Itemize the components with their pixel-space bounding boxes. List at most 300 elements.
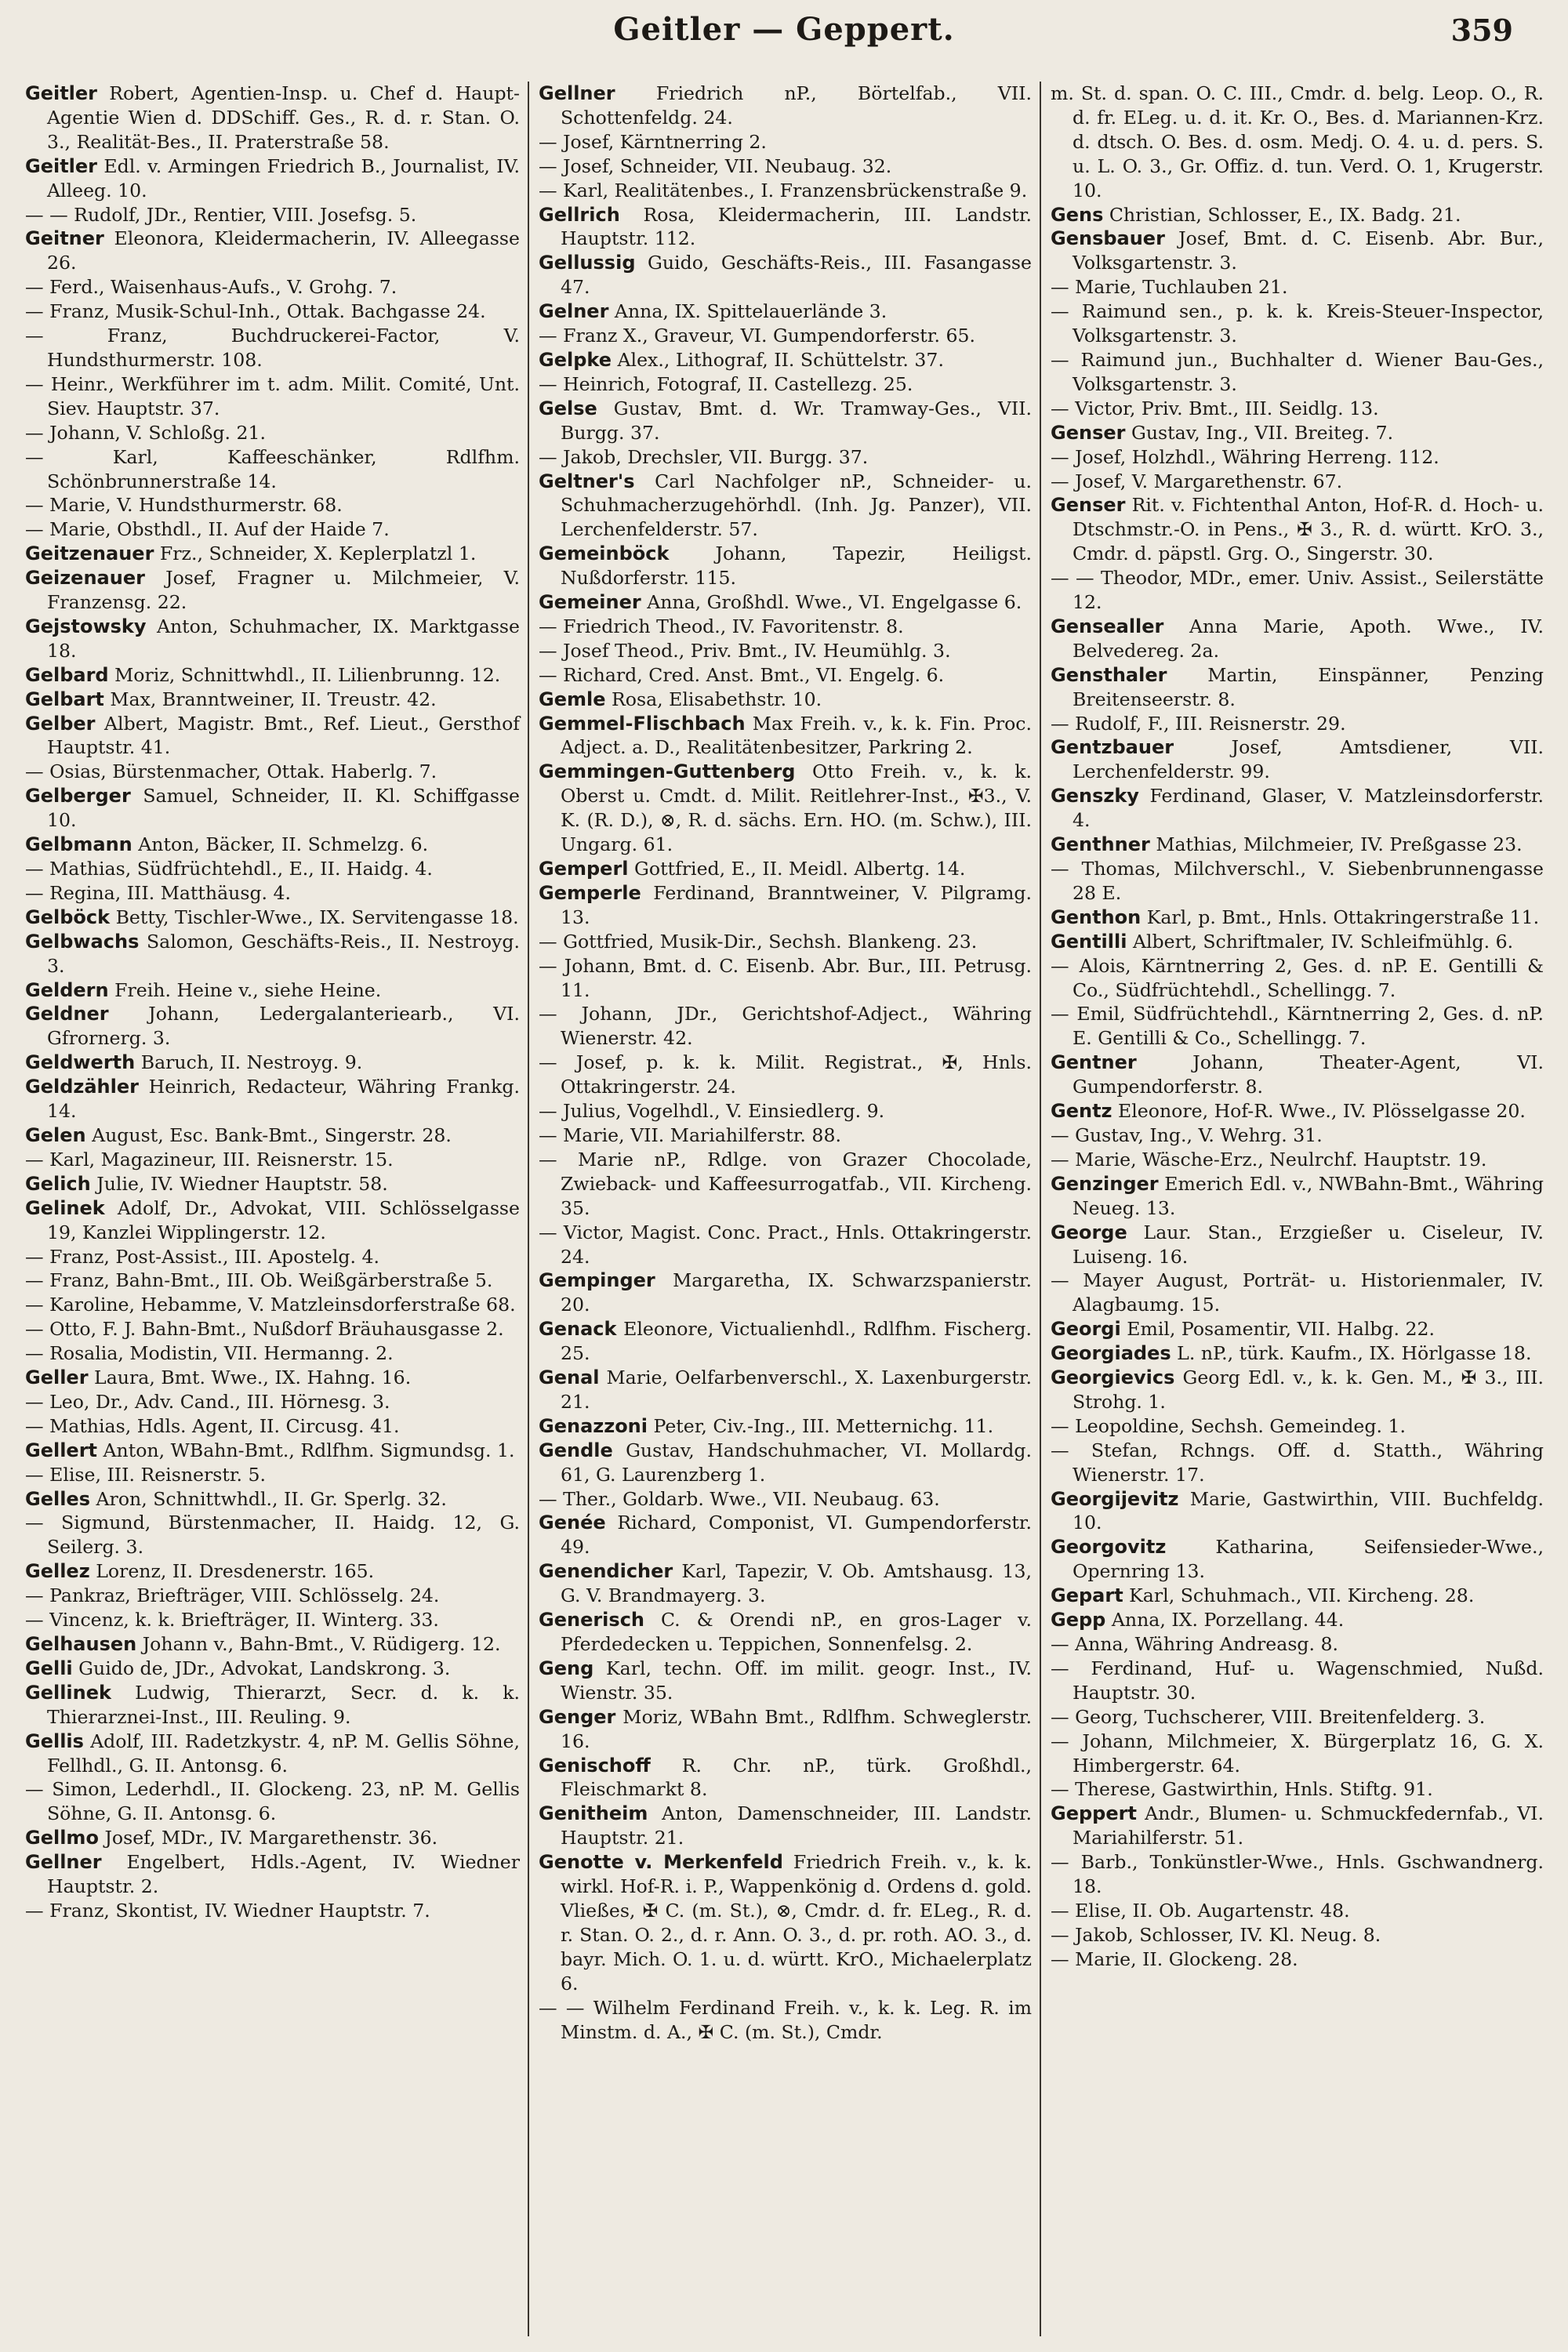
entry-surname: Georgi bbox=[1051, 1318, 1121, 1341]
entry-surname: Genazzoni bbox=[539, 1414, 648, 1437]
entry-details: Friedrich nP., Börtelfab., VII. Schottenfeldg. 24. bbox=[561, 82, 1032, 129]
directory-entry bbox=[25, 566, 520, 615]
entry-details: Johann, Ledergalanteriearb., VI. Gfrornerg. 3. bbox=[47, 1003, 520, 1050]
directory-entry bbox=[25, 1390, 520, 1414]
directory-entry bbox=[1051, 299, 1544, 348]
directory-entry bbox=[539, 1269, 1032, 1317]
entry-details: — Elise, III. Reisnerstr. 5. bbox=[25, 1463, 267, 1486]
directory-entry bbox=[1051, 82, 1544, 203]
directory-entry bbox=[1051, 227, 1544, 275]
entry-surname: Gemperl bbox=[539, 858, 629, 880]
entry-details: Laura, Bmt. Wwe., IX. Hahng. 16. bbox=[94, 1367, 412, 1389]
entry-details: — Marie, VII. Mariahilferstr. 88. bbox=[539, 1123, 841, 1146]
entry-details: — Karoline, Hebamme, V. Matzleinsdorferstraße 68. bbox=[25, 1294, 516, 1316]
entry-surname: Genischoff bbox=[539, 1754, 651, 1777]
entry-details: Max Freih. v., k. k. Fin. Proc. Adject. a. D., Realitätenbesitzer, Parkring 2. bbox=[561, 712, 1033, 759]
entry-details: Julie, IV. Wiedner Hauptstr. 58. bbox=[96, 1172, 388, 1195]
entry-details: Friedrich Freih. v., k. k. wirkl. Hof-R. i. P., Wappenkönig d. Ordens d. gold. Vließes, ✠ C. (m. St.), ⊗, Cmdr. d. fr. ELeg., R. d. r. Stan. O. 2., d. r. Ann. O. 3., d. pr. roth. AO. 3., d. bayr. Mich. O. 1. u. d. württ. KrO., Michaelerplatz 6. bbox=[561, 1851, 1033, 1994]
entry-details: — Josef, p. k. k. Milit. Registrat., ✠, Hnls. Ottakringerstr. 24. bbox=[539, 1051, 1032, 1098]
entry-details: Rit. v. Fichtenthal Anton, Hof-R. d. Hoch- u. Dtschmstr.-O. in Pens., ✠ 3., R. d. württ. KrO. 3., Cmdr. d. päpstl. Grg. O., Singerstr. 30. bbox=[1073, 494, 1544, 565]
directory-entry bbox=[539, 299, 1032, 324]
directory-entry bbox=[25, 857, 520, 881]
directory-entry bbox=[25, 1584, 520, 1608]
entry-details: L. nP., türk. Kaufm., IX. Hörlgasse 18. bbox=[1177, 1342, 1532, 1365]
directory-entry bbox=[25, 1002, 520, 1051]
directory-entry bbox=[539, 1559, 1032, 1608]
directory-entry bbox=[25, 1632, 520, 1657]
directory-entry bbox=[539, 857, 1032, 881]
entry-details: Guido de, JDr., Advokat, Landskrong. 3. bbox=[78, 1657, 451, 1679]
directory-entry bbox=[25, 227, 520, 275]
entry-surname: Gelen bbox=[25, 1123, 86, 1146]
directory-entry bbox=[25, 978, 520, 1003]
directory-entry bbox=[25, 1850, 520, 1899]
directory-entry bbox=[1051, 1317, 1544, 1341]
entry-surname: Gensthaler bbox=[1051, 663, 1167, 686]
entry-surname: Gempinger bbox=[539, 1269, 655, 1292]
entry-details: — Marie, Obsthdl., II. Auf der Haide 7. bbox=[25, 518, 390, 541]
directory-entry bbox=[539, 1439, 1032, 1487]
entry-details: Josef, Bmt. d. C. Eisenb. Abr. Bur., Volksgartenstr. 3. bbox=[1073, 227, 1544, 274]
entry-surname: Gellner bbox=[539, 82, 615, 104]
entry-surname: Genée bbox=[539, 1512, 606, 1534]
directory-entry bbox=[1051, 421, 1544, 445]
directory-entry bbox=[25, 1341, 520, 1366]
directory-entry bbox=[25, 299, 520, 324]
entry-surname: Georgievics bbox=[1051, 1367, 1175, 1389]
directory-entry bbox=[25, 1777, 520, 1826]
entry-details: — Franz, Post-Assist., III. Apostelg. 4. bbox=[25, 1245, 380, 1268]
directory-entry bbox=[25, 1196, 520, 1245]
entry-surname: Gemle bbox=[539, 688, 606, 710]
entry-details: — Rosalia, Modistin, VII. Hermanng. 2. bbox=[25, 1342, 394, 1365]
entry-surname: Gemperle bbox=[539, 881, 641, 904]
entry-details: Rosa, Elisabethstr. 10. bbox=[612, 688, 822, 710]
entry-surname: Geller bbox=[25, 1367, 89, 1389]
directory-entry bbox=[1051, 493, 1544, 566]
entry-details: — Johann, Bmt. d. C. Eisenb. Abr. Bur., III. Petrusg. 11. bbox=[539, 954, 1032, 1001]
entry-details: — Johann, Milchmeier, X. Bürgerplatz 16, G. X. Himbergerstr. 64. bbox=[1051, 1730, 1544, 1777]
directory-entry bbox=[1051, 1487, 1544, 1536]
entry-details: Johann v., Bahn-Bmt., V. Rüdigerg. 12. bbox=[142, 1633, 501, 1655]
entry-surname: Genthon bbox=[1051, 906, 1142, 928]
entry-details: — Jakob, Drechsler, VII. Burgg. 37. bbox=[539, 445, 869, 468]
entry-details: — Josef, Holzhdl., Währing Herreng. 112. bbox=[1051, 445, 1439, 468]
directory-entry bbox=[25, 930, 520, 978]
entry-surname: Gensealler bbox=[1051, 615, 1164, 637]
entry-surname: Genack bbox=[539, 1318, 617, 1341]
directory-entry bbox=[539, 348, 1032, 372]
entry-details: Engelbert, Hdls.-Agent, IV. Wiedner Hauptstr. 2. bbox=[47, 1851, 520, 1898]
entry-details: — Friedrich Theod., IV. Favoritenstr. 8. bbox=[539, 615, 904, 637]
entry-details: Richard, Componist, VI. Gumpendorferstr. 49. bbox=[561, 1512, 1032, 1559]
entry-details: — Josef, Schneider, VII. Neubaug. 32. bbox=[539, 154, 892, 177]
directory-entry bbox=[25, 615, 520, 663]
entry-details: Rosa, Kleidermacherin, III. Landstr. Hauptstr. 112. bbox=[561, 203, 1033, 250]
directory-entry bbox=[539, 1002, 1032, 1051]
entry-surname: Geizenauer bbox=[25, 567, 145, 590]
entry-surname: Gens bbox=[1051, 203, 1104, 226]
directory-entry bbox=[1051, 1899, 1544, 1923]
entry-details: — Leo, Dr., Adv. Cand., III. Hörnesg. 3. bbox=[25, 1390, 390, 1413]
entry-surname: Gentner bbox=[1051, 1051, 1137, 1074]
entry-details: Eleonora, Kleidermacherin, IV. Alleegasse 26. bbox=[47, 227, 520, 274]
directory-columns bbox=[16, 82, 1552, 2336]
entry-details: Katharina, Seifensieder-Wwe., Opernring 13. bbox=[1073, 1536, 1544, 1583]
directory-entry bbox=[1051, 663, 1544, 712]
directory-entry bbox=[25, 784, 520, 833]
entry-surname: Geitner bbox=[25, 227, 104, 250]
directory-entry bbox=[539, 1511, 1032, 1559]
entry-details: — Elise, II. Ob. Augartenstr. 48. bbox=[1051, 1899, 1350, 1922]
entry-surname: Genszky bbox=[1051, 785, 1139, 808]
entry-details: — Marie nP., Rdlge. von Grazer Chocolade, Zwieback- und Kaffeesurrogatfab., VII. Kircheng. 35. bbox=[539, 1148, 1032, 1219]
entry-details: — Gottfried, Musik-Dir., Sechsh. Blankeng. 23. bbox=[539, 930, 978, 953]
entry-surname: Gejstowsky bbox=[25, 615, 147, 637]
entry-details: Alex., Lithograf, II. Schüttelstr. 37. bbox=[617, 348, 944, 371]
entry-surname: Geldzähler bbox=[25, 1076, 139, 1098]
directory-entry bbox=[1051, 615, 1544, 663]
entry-surname: Geitler bbox=[25, 82, 98, 104]
entry-details: Josef, MDr., IV. Margarethenstr. 36. bbox=[104, 1827, 438, 1849]
directory-entry bbox=[25, 1123, 520, 1148]
directory-entry bbox=[539, 1705, 1032, 1754]
directory-entry bbox=[25, 1608, 520, 1632]
entry-details: — Osias, Bürstenmacher, Ottak. Haberlg. 7. bbox=[25, 760, 437, 783]
directory-entry bbox=[539, 154, 1032, 179]
entry-surname: Genendicher bbox=[539, 1560, 673, 1583]
directory-entry bbox=[1051, 954, 1544, 1003]
directory-entry bbox=[1051, 1632, 1544, 1657]
entry-details: Albert, Magistr. Bmt., Ref. Lieut., Gersthof Hauptstr. 41. bbox=[47, 712, 521, 759]
entry-surname: Geng bbox=[539, 1657, 594, 1679]
directory-entry bbox=[1051, 348, 1544, 397]
entry-details: R. Chr. nP., türk. Großhdl., Fleischmarkt 8. bbox=[561, 1754, 1033, 1801]
directory-entry bbox=[25, 712, 520, 760]
entry-details: — Leopoldine, Sechsh. Gemeindeg. 1. bbox=[1051, 1414, 1406, 1437]
entry-details: Emil, Posamentir, VII. Halbg. 22. bbox=[1127, 1318, 1436, 1341]
entry-details: — Richard, Cred. Anst. Bmt., VI. Engelg. 6. bbox=[539, 663, 945, 686]
directory-entry bbox=[1051, 1850, 1544, 1899]
entry-surname: Genzinger bbox=[1051, 1172, 1159, 1195]
entry-details: — Mathias, Südfrüchtehdl., E., II. Haidg. 4. bbox=[25, 858, 433, 880]
entry-details: Anna Marie, Apoth. Wwe., IV. Belvedereg. 2a. bbox=[1073, 615, 1544, 662]
directory-entry bbox=[25, 1245, 520, 1269]
directory-entry bbox=[539, 590, 1032, 615]
directory-entry bbox=[1051, 566, 1544, 615]
entry-details: Marie, Oelfarbenverschl., X. Laxenburgerstr. 21. bbox=[561, 1367, 1032, 1413]
directory-entry bbox=[25, 1293, 520, 1317]
entry-details: — Emil, Südfrüchtehdl., Kärntnerring 2, Ges. d. nP. E. Gentilli & Co., Schellingg. 7. bbox=[1051, 1003, 1544, 1050]
directory-entry bbox=[1051, 712, 1544, 736]
directory-entry bbox=[539, 1123, 1032, 1148]
entry-surname: Genser bbox=[1051, 494, 1126, 517]
entry-surname: Genthner bbox=[1051, 833, 1150, 856]
entry-details: — Franz X., Graveur, VI. Gumpendorferstr. 65. bbox=[539, 325, 975, 347]
entry-details: — Mathias, Hdls. Agent, II. Circusg. 41. bbox=[25, 1414, 400, 1437]
directory-entry bbox=[25, 760, 520, 784]
entry-surname: Genger bbox=[539, 1705, 616, 1728]
directory-entry bbox=[1051, 1705, 1544, 1730]
entry-details: — Barb., Tonkünstler-Wwe., Hnls. Gschwandnerg. 18. bbox=[1051, 1851, 1544, 1898]
entry-details: Carl Nachfolger nP., Schneider- u. Schuhmacherzugehörhdl. (Inh. Jg. Panzer), VII. Lerchenfelderstr. 57. bbox=[561, 470, 1033, 541]
entry-surname: Geldwerth bbox=[25, 1051, 136, 1074]
directory-entry bbox=[25, 372, 520, 421]
entry-details: C. & Orendi nP., en gros-Lager v. Pferdedecken u. Teppichen, Sonnenfelsg. 2. bbox=[561, 1609, 1033, 1655]
entry-details: Max, Branntweiner, II. Treustr. 42. bbox=[110, 688, 437, 710]
entry-details: Laur. Stan., Erzgießer u. Ciseleur, IV. Luiseng. 16. bbox=[1073, 1221, 1544, 1268]
directory-entry bbox=[25, 1681, 520, 1730]
directory-entry bbox=[1051, 1730, 1544, 1778]
directory-entry bbox=[539, 930, 1032, 954]
entry-details: — Jakob, Schlosser, IV. Kl. Neug. 8. bbox=[1051, 1923, 1381, 1946]
entry-details: Christian, Schlosser, E., IX. Badg. 21. bbox=[1109, 203, 1461, 226]
directory-entry bbox=[25, 1463, 520, 1487]
directory-entry bbox=[25, 688, 520, 712]
directory-entry bbox=[25, 421, 520, 445]
directory-entry bbox=[1051, 1608, 1544, 1632]
entry-details: — Victor, Priv. Bmt., III. Seidlg. 13. bbox=[1051, 397, 1379, 419]
entry-surname: Gelbard bbox=[25, 663, 109, 686]
directory-entry bbox=[1051, 1123, 1544, 1148]
entry-details: Moriz, Schnittwhdl., II. Lilienbrunng. 12. bbox=[114, 663, 501, 686]
entry-details: — Victor, Magist. Conc. Pract., Hnls. Ottakringerstr. 24. bbox=[539, 1221, 1032, 1268]
entry-details: — Marie, Wäsche-Erz., Neulrchf. Hauptstr. 19. bbox=[1051, 1148, 1487, 1171]
directory-entry bbox=[25, 833, 520, 857]
directory-entry bbox=[1051, 1172, 1544, 1221]
directory-entry bbox=[25, 1269, 520, 1293]
directory-entry bbox=[25, 82, 520, 154]
directory-entry bbox=[1051, 1269, 1544, 1317]
entry-details: — Heinrich, Fotograf, II. Castellezg. 25. bbox=[539, 372, 913, 395]
directory-entry bbox=[1051, 1148, 1544, 1172]
directory-entry bbox=[1051, 275, 1544, 299]
entry-details: Baruch, II. Nestroyg. 9. bbox=[140, 1051, 363, 1074]
entry-surname: Gellert bbox=[25, 1439, 98, 1461]
entry-details: — Thomas, Milchverschl., V. Siebenbrunnengasse 28 E. bbox=[1051, 858, 1544, 904]
directory-entry bbox=[1051, 1947, 1544, 1972]
entry-details: Johann, Theater-Agent, VI. Gumpendorferstr. 8. bbox=[1073, 1051, 1544, 1098]
directory-entry bbox=[539, 688, 1032, 712]
entry-details: Anna, IX. Porzellang. 44. bbox=[1111, 1609, 1345, 1632]
entry-details: — Ther., Goldarb. Wwe., VII. Neubaug. 63. bbox=[539, 1487, 940, 1510]
directory-entry bbox=[25, 1826, 520, 1850]
directory-entry bbox=[1051, 1802, 1544, 1850]
directory-entry bbox=[539, 1099, 1032, 1123]
directory-entry bbox=[1051, 1099, 1544, 1123]
entry-surname: Gemeinböck bbox=[539, 543, 670, 565]
entry-surname: Genitheim bbox=[539, 1802, 648, 1825]
directory-entry bbox=[539, 1414, 1032, 1439]
entry-surname: Gellussig bbox=[539, 252, 636, 274]
entry-surname: Gelber bbox=[25, 712, 96, 735]
directory-entry bbox=[25, 493, 520, 517]
entry-surname: Gellner bbox=[25, 1851, 102, 1874]
directory-entry bbox=[1051, 1221, 1544, 1269]
directory-entry bbox=[539, 954, 1032, 1003]
entry-details: August, Esc. Bank-Bmt., Singerstr. 28. bbox=[92, 1123, 452, 1146]
directory-entry bbox=[539, 760, 1032, 857]
entry-details: — Gustav, Ing., V. Wehrg. 31. bbox=[1051, 1123, 1323, 1146]
entry-details: Freih. Heine v., siehe Heine. bbox=[114, 978, 382, 1001]
directory-entry bbox=[25, 1051, 520, 1075]
directory-entry bbox=[25, 906, 520, 930]
entry-details: Josef, Amtsdiener, VII. Lerchenfelderstr. 99. bbox=[1073, 736, 1544, 783]
entry-surname: George bbox=[1051, 1221, 1127, 1243]
entry-details: Gustav, Handschuhmacher, VI. Mollardg. 61, G. Laurenzberg 1. bbox=[561, 1439, 1032, 1486]
entry-details: — Sigmund, Bürstenmacher, II. Haidg. 12, G. Seilerg. 3. bbox=[25, 1512, 520, 1559]
entry-details: — Ferd., Waisenhaus-Aufs., V. Grohg. 7. bbox=[25, 276, 397, 299]
directory-entry bbox=[1051, 1439, 1544, 1487]
entry-details: Marie, Gastwirthin, VIII. Buchfeldg. 10. bbox=[1073, 1487, 1544, 1534]
page-number: 359 bbox=[1450, 13, 1513, 48]
directory-entry bbox=[539, 324, 1032, 348]
directory-entry bbox=[25, 1414, 520, 1439]
entry-details: Aron, Schnittwhdl., II. Gr. Sperlg. 32. bbox=[96, 1487, 447, 1510]
entry-details: Emerich Edl. v., NWBahn-Bmt., Währing Neueg. 13. bbox=[1073, 1172, 1544, 1219]
entry-details: Karl, techn. Off. im milit. geogr. Inst., IV. Wienstr. 35. bbox=[561, 1657, 1032, 1704]
entry-details: Anton, WBahn-Bmt., Rdlfhm. Sigmundsg. 1. bbox=[103, 1439, 515, 1461]
entry-details: Johann, Tapezir, Heiligst. Nußdorferstr. 115. bbox=[561, 543, 1032, 590]
directory-entry bbox=[1051, 1584, 1544, 1608]
entry-details: — — Theodor, MDr., emer. Univ. Assist., Seilerstätte 12. bbox=[1051, 567, 1544, 614]
entry-details: Andr., Blumen- u. Schmuckfedernfab., VI. Mariahilferstr. 51. bbox=[1073, 1802, 1544, 1849]
entry-surname: Gelberger bbox=[25, 785, 131, 808]
entry-surname: Gepp bbox=[1051, 1609, 1106, 1632]
running-head: Geitler — Geppert. bbox=[613, 11, 955, 48]
directory-entry bbox=[25, 203, 520, 227]
entry-surname: Geppert bbox=[1051, 1802, 1137, 1825]
directory-entry bbox=[1051, 784, 1544, 833]
entry-details: Eleonore, Hof-R. Wwe., IV. Plösselgasse 20. bbox=[1118, 1100, 1526, 1123]
entry-surname: Gellis bbox=[25, 1730, 84, 1752]
entry-details: — Vincenz, k. k. Briefträger, II. Winterg. 33. bbox=[25, 1609, 439, 1632]
entry-surname: Gelbmann bbox=[25, 833, 132, 856]
entry-surname: Gelner bbox=[539, 300, 609, 323]
entry-details: Anna, IX. Spittelauerlände 3. bbox=[614, 300, 887, 323]
entry-details: Ferdinand, Branntweiner, V. Pilgramg. 13. bbox=[561, 881, 1033, 928]
directory-entry bbox=[25, 1148, 520, 1172]
entry-surname: Gelse bbox=[539, 397, 597, 419]
directory-entry bbox=[25, 542, 520, 566]
directory-entry bbox=[539, 1608, 1032, 1657]
directory-entry bbox=[539, 1366, 1032, 1414]
directory-entry bbox=[1051, 203, 1544, 227]
entry-details: Adolf, III. Radetzkystr. 4, nP. M. Gellis Söhne, Fellhdl., G. II. Antonsg. 6. bbox=[47, 1730, 520, 1777]
entry-details: — Julius, Vogelhdl., V. Einsiedlerg. 9. bbox=[539, 1100, 885, 1123]
entry-details: Ludwig, Thierarzt, Secr. d. k. k. Thierarznei-Inst., III. Reuling. 9. bbox=[47, 1681, 521, 1728]
entry-surname: Gepart bbox=[1051, 1584, 1123, 1607]
entry-details: — Franz, Buchdruckerei-Factor, V. Hundsthurmerstr. 108. bbox=[25, 325, 520, 371]
entry-surname: Geitler bbox=[25, 154, 98, 177]
directory-entry bbox=[1051, 857, 1544, 906]
directory-entry bbox=[25, 324, 520, 372]
directory-entry bbox=[539, 203, 1032, 252]
entry-surname: Generisch bbox=[539, 1609, 644, 1632]
entry-details: — Franz, Musik-Schul-Inh., Ottak. Bachgasse 24. bbox=[25, 300, 486, 323]
entry-details: Anna, Großhdl. Wwe., VI. Engelgasse 6. bbox=[647, 591, 1022, 614]
entry-details: Anton, Schuhmacher, IX. Marktgasse 18. bbox=[47, 615, 520, 662]
directory-entry bbox=[539, 639, 1032, 663]
entry-details: Gottfried, E., II. Meidl. Albertg. 14. bbox=[634, 858, 966, 880]
entry-surname: Gelhausen bbox=[25, 1633, 137, 1655]
entry-details: — Regina, III. Matthäusg. 4. bbox=[25, 881, 292, 904]
entry-details: Anton, Damenschneider, III. Landstr. Hauptstr. 21. bbox=[561, 1802, 1033, 1849]
entry-details: Karl, p. Bmt., Hnls. Ottakringerstraße 11. bbox=[1146, 906, 1540, 928]
directory-entry bbox=[539, 542, 1032, 590]
entry-surname: Genal bbox=[539, 1367, 600, 1389]
directory-entry bbox=[1051, 1366, 1544, 1414]
directory-entry bbox=[25, 1730, 520, 1778]
entry-details: Betty, Tischler-Wwe., IX. Servitengasse 18. bbox=[115, 906, 519, 928]
entry-details: — Simon, Lederhdl., II. Glockeng. 23, nP. M. Gellis Söhne, G. II. Antonsg. 6. bbox=[25, 1778, 520, 1825]
entry-details: Josef, Fragner u. Milchmeier, V. Franzensg. 22. bbox=[47, 567, 521, 614]
entry-details: — — Rudolf, JDr., Rentier, VIII. Josefsg. 5. bbox=[25, 203, 417, 226]
page-header bbox=[0, 11, 1568, 66]
entry-surname: Gellez bbox=[25, 1560, 90, 1583]
entry-surname: Georgiades bbox=[1051, 1342, 1171, 1365]
entry-details: — Franz, Skontist, IV. Wiedner Hauptstr. 7. bbox=[25, 1899, 430, 1922]
entry-details: Karl, Schuhmach., VII. Kircheng. 28. bbox=[1129, 1584, 1475, 1607]
directory-entry bbox=[539, 712, 1032, 760]
entry-surname: Geldern bbox=[25, 978, 109, 1001]
entry-surname: Gellmo bbox=[25, 1827, 99, 1849]
entry-details: — Heinr., Werkführer im t. adm. Milit. Comité, Unt. Siev. Hauptstr. 37. bbox=[25, 372, 520, 419]
directory-entry bbox=[25, 881, 520, 906]
entry-surname: Gelpke bbox=[539, 348, 612, 371]
directory-entry bbox=[539, 1221, 1032, 1269]
entry-details: m. St. d. span. O. C. III., Cmdr. d. belg. Leop. O., R. d. fr. ELeg. u. d. it. Kr. O., Bes. d. Mariannen-Krz. d. dtsch. O. Bes. d. osm. Medj. O. 4. u. d. pers. S. u. L. O. 3., Gr. Offiz. d. tun. Verd. O. 1, Krugerstr. 10. bbox=[1051, 82, 1544, 201]
directory-entry bbox=[539, 1996, 1032, 2045]
entry-details: Martin, Einspänner, Penzing Breitenseerstr. 8. bbox=[1073, 663, 1544, 710]
directory-entry bbox=[539, 1802, 1032, 1850]
entry-surname: Geitzenauer bbox=[25, 543, 154, 565]
entry-details: — Josef Theod., Priv. Bmt., IV. Heumühlg. 3. bbox=[539, 639, 951, 662]
directory-entry bbox=[1051, 1341, 1544, 1366]
directory-entry bbox=[25, 1487, 520, 1512]
directory-entry bbox=[25, 1899, 520, 1923]
entry-details: — Josef, Kärntnerring 2. bbox=[539, 130, 767, 153]
entry-details: — Raimund jun., Buchhalter d. Wiener Bau-Ges., Volksgartenstr. 3. bbox=[1051, 348, 1544, 395]
directory-entry bbox=[25, 1657, 520, 1681]
directory-entry bbox=[1051, 1923, 1544, 1947]
entry-details: Eleonore, Victualienhdl., Rdlfhm. Fischerg. 25. bbox=[561, 1318, 1032, 1365]
directory-entry bbox=[25, 1439, 520, 1463]
directory-entry bbox=[1051, 470, 1544, 494]
directory-entry bbox=[25, 154, 520, 203]
directory-entry bbox=[539, 1487, 1032, 1512]
column-3 bbox=[1040, 82, 1552, 2336]
entry-details: — Mayer August, Porträt- u. Historienmaler, IV. Alagbaumg. 15. bbox=[1051, 1269, 1544, 1316]
entry-details: Robert, Agentien-Insp. u. Chef d. Haupt-Agentie Wien d. DDSchiff. Ges., R. d. r. Stan. O. 3., Realität-Bes., II. Praterstraße 58. bbox=[47, 82, 520, 153]
directory-entry bbox=[539, 1850, 1032, 1995]
entry-surname: Gemmingen-Guttenberg bbox=[539, 760, 796, 783]
entry-details: — Otto, F. J. Bahn-Bmt., Nußdorf Bräuhausgasse 2. bbox=[25, 1318, 504, 1341]
entry-surname: Gelbart bbox=[25, 688, 104, 710]
directory-entry bbox=[1051, 1657, 1544, 1705]
directory-entry bbox=[539, 1657, 1032, 1705]
entry-surname: Gelbwachs bbox=[25, 930, 140, 953]
column-1 bbox=[16, 82, 528, 2336]
entry-details: Salomon, Geschäfts-Reis., II. Nestroyg. 3. bbox=[47, 930, 520, 977]
entry-details: — — Wilhelm Ferdinand Freih. v., k. k. Leg. R. im Minstm. d. A., ✠ C. (m. St.), Cmdr. bbox=[539, 1996, 1032, 2043]
entry-surname: Georgovitz bbox=[1051, 1536, 1167, 1559]
entry-details: Gustav, Bmt. d. Wr. Tramway-Ges., VII. Burgg. 37. bbox=[561, 397, 1032, 444]
entry-details: — Anna, Währing Andreasg. 8. bbox=[1051, 1633, 1339, 1655]
entry-details: Lorenz, II. Dresdenerstr. 165. bbox=[96, 1560, 375, 1583]
directory-entry bbox=[1051, 930, 1544, 954]
directory-entry bbox=[539, 130, 1032, 154]
